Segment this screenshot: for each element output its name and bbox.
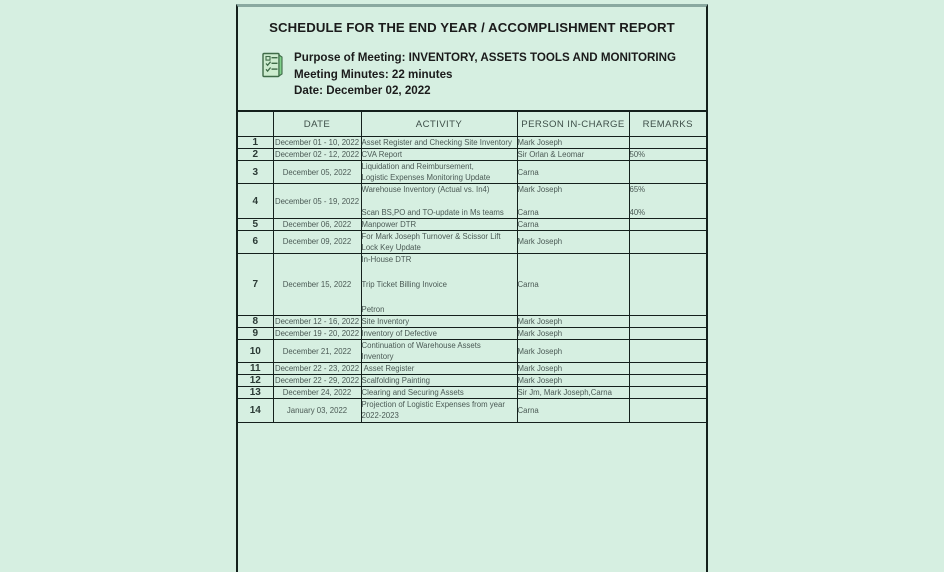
- row-person: [517, 230, 629, 253]
- row-person-line: Mark Joseph: [517, 237, 563, 247]
- row-remarks: [629, 340, 706, 363]
- row-activity-line: Warehouse Inventory (Actual vs. In4): [361, 185, 490, 195]
- row-person: [517, 375, 629, 387]
- schedule-table: [238, 110, 706, 422]
- row-person: [517, 218, 629, 230]
- row-number: 9: [238, 328, 273, 340]
- row-date: December 22 - 23, 2022: [274, 364, 360, 374]
- row-person-line: Sir Jm, Mark Joseph,Carna: [517, 388, 612, 398]
- table-row: [238, 253, 706, 315]
- document-page: [236, 4, 708, 572]
- row-activity-line: Petron: [361, 304, 385, 314]
- row-activity-line: Trip Ticket Billing Invoice: [361, 279, 448, 289]
- row-number: 4: [238, 184, 273, 218]
- row-activity: [361, 363, 517, 375]
- row-person: [517, 137, 629, 149]
- row-person: [517, 328, 629, 340]
- row-number: 7: [238, 253, 273, 315]
- clipboard-checklist-icon: [262, 52, 284, 78]
- column-header-remarks: REMARKS: [629, 111, 706, 137]
- table-row: [238, 184, 706, 218]
- row-person-line: Mark Joseph: [517, 138, 563, 148]
- row-activity: [361, 230, 517, 253]
- table-row: [238, 363, 706, 375]
- row-activity-line: Continuation of Warehouse Assets Inventory: [361, 341, 481, 362]
- row-number: 11: [238, 363, 273, 375]
- row-number: 1: [238, 137, 273, 149]
- row-person: [517, 399, 629, 422]
- row-activity: [361, 387, 517, 399]
- table-body: [238, 137, 706, 422]
- row-activity: [361, 375, 517, 387]
- table-header-row: [238, 111, 706, 137]
- row-person-line: Carna: [517, 279, 539, 289]
- row-date: December 02 - 12, 2022: [274, 150, 360, 160]
- row-person-line: Carna: [517, 219, 539, 229]
- table-row: [238, 328, 706, 340]
- row-remarks: [629, 399, 706, 422]
- row-remarks: [629, 149, 706, 161]
- row-remarks: [629, 328, 706, 340]
- document-header: [238, 7, 706, 110]
- row-activity-line: Projection of Logistic Expenses from year 2022-2023: [361, 400, 505, 421]
- column-header-person: PERSON IN-CHARGE: [517, 111, 629, 137]
- row-activity-line: Inventory of Defective: [361, 329, 437, 339]
- table-row: [238, 399, 706, 422]
- row-remarks: [629, 218, 706, 230]
- row-person-line: Mark Joseph: [517, 316, 563, 326]
- row-person: [517, 149, 629, 161]
- row-person-line: Mark Joseph: [517, 376, 563, 386]
- row-person: [517, 315, 629, 327]
- row-activity-line: CVA Report: [361, 150, 403, 160]
- row-person: [517, 363, 629, 375]
- row-activity-line: In-House DTR: [361, 254, 412, 264]
- row-remarks: [629, 253, 706, 315]
- table-row: [238, 315, 706, 327]
- row-number: 10: [238, 340, 273, 363]
- row-date: December 19 - 20, 2022: [274, 329, 360, 339]
- row-number: 12: [238, 375, 273, 387]
- row-date: December 05 - 19, 2022: [273, 184, 361, 218]
- row-number: 2: [238, 149, 273, 161]
- row-date: January 03, 2022: [273, 399, 361, 422]
- row-remarks-line: 50%: [629, 150, 646, 160]
- row-number: 6: [238, 230, 273, 253]
- row-activity-line: Site Inventory: [361, 316, 410, 326]
- table-row: [238, 161, 706, 184]
- row-date: December 06, 2022: [273, 218, 361, 230]
- row-activity-line: Manpower DTR: [361, 219, 417, 229]
- row-person-line: Carna: [517, 167, 539, 177]
- table-row: [238, 218, 706, 230]
- row-date: December 01 - 10, 2022: [274, 138, 360, 148]
- row-activity-line: Asset Register and Checking Site Inventory: [361, 138, 512, 148]
- row-person-line: Sir Orlan & Leomar: [517, 150, 585, 160]
- row-remarks: [629, 161, 706, 184]
- row-remarks: [629, 230, 706, 253]
- row-activity: [361, 340, 517, 363]
- row-number: 13: [238, 387, 273, 399]
- row-remarks-line: 65%: [629, 185, 646, 195]
- row-activity-line: Scalfolding Painting: [361, 376, 430, 386]
- row-date: December 21, 2022: [273, 340, 361, 363]
- row-person: [517, 253, 629, 315]
- page-title: SCHEDULE FOR THE END YEAR / ACCOMPLISHMENT REPORT: [269, 20, 675, 35]
- row-activity: [361, 253, 517, 315]
- row-activity: [361, 137, 517, 149]
- table-row: [238, 387, 706, 399]
- row-person-line: Mark Joseph: [517, 329, 563, 339]
- row-remarks: [629, 363, 706, 375]
- row-person-line: Carna: [517, 405, 539, 415]
- row-remarks: [629, 137, 706, 149]
- row-person: [517, 184, 629, 218]
- row-person: [517, 340, 629, 363]
- row-date: December 12 - 16, 2022: [274, 317, 360, 327]
- row-activity: [361, 161, 517, 184]
- row-person-line: Mark Joseph: [517, 185, 563, 195]
- row-date: December 15, 2022: [273, 253, 361, 315]
- meeting-info: [248, 50, 696, 100]
- row-number: 8: [238, 315, 273, 327]
- row-remarks: [629, 184, 706, 218]
- row-remarks: [629, 387, 706, 399]
- row-remarks: [629, 375, 706, 387]
- row-person-line: Carna: [517, 207, 539, 217]
- row-person-line: Mark Joseph: [517, 364, 563, 374]
- row-remarks-line: 40%: [629, 207, 646, 217]
- row-activity: [361, 399, 517, 422]
- row-number: 5: [238, 218, 273, 230]
- table-row: [238, 149, 706, 161]
- row-activity: [361, 218, 517, 230]
- meeting-minutes: Meeting Minutes: 22 minutes: [294, 67, 453, 81]
- meeting-purpose: Purpose of Meeting: INVENTORY, ASSETS TOOLS AND MONITORING: [294, 50, 676, 64]
- row-activity: [361, 149, 517, 161]
- meeting-date: Date: December 02, 2022: [294, 84, 431, 98]
- table-row: [238, 340, 706, 363]
- row-activity-line: Clearing and Securing Assets: [361, 388, 464, 398]
- row-date: December 24, 2022: [273, 387, 361, 399]
- table-row: [238, 137, 706, 149]
- row-person-line: Mark Joseph: [517, 346, 563, 356]
- row-date: December 22 - 29, 2022: [274, 376, 360, 386]
- column-header-date: DATE: [273, 111, 361, 137]
- column-header-activity: ACTIVITY: [361, 111, 517, 137]
- row-number: 14: [238, 399, 273, 422]
- row-activity-line: Scan BS,PO and TO-update in Ms teams: [361, 207, 504, 217]
- row-date: December 09, 2022: [273, 230, 361, 253]
- row-activity: [361, 315, 517, 327]
- row-activity: [361, 328, 517, 340]
- row-activity-line: Liquidation and Reimbursement, Logistic Expenses Monitoring Update: [361, 162, 491, 183]
- table-row: [238, 375, 706, 387]
- row-remarks: [629, 315, 706, 327]
- row-activity: [361, 184, 517, 218]
- row-activity-line: For Mark Joseph Turnover & Scissor Lift Lock Key Update: [361, 231, 501, 252]
- table-row: [238, 230, 706, 253]
- row-activity-line: Asset Register: [361, 364, 415, 374]
- column-header-number: [238, 111, 273, 137]
- row-person: [517, 161, 629, 184]
- row-person: [517, 387, 629, 399]
- row-number: 3: [238, 161, 273, 184]
- row-date: December 05, 2022: [273, 161, 361, 184]
